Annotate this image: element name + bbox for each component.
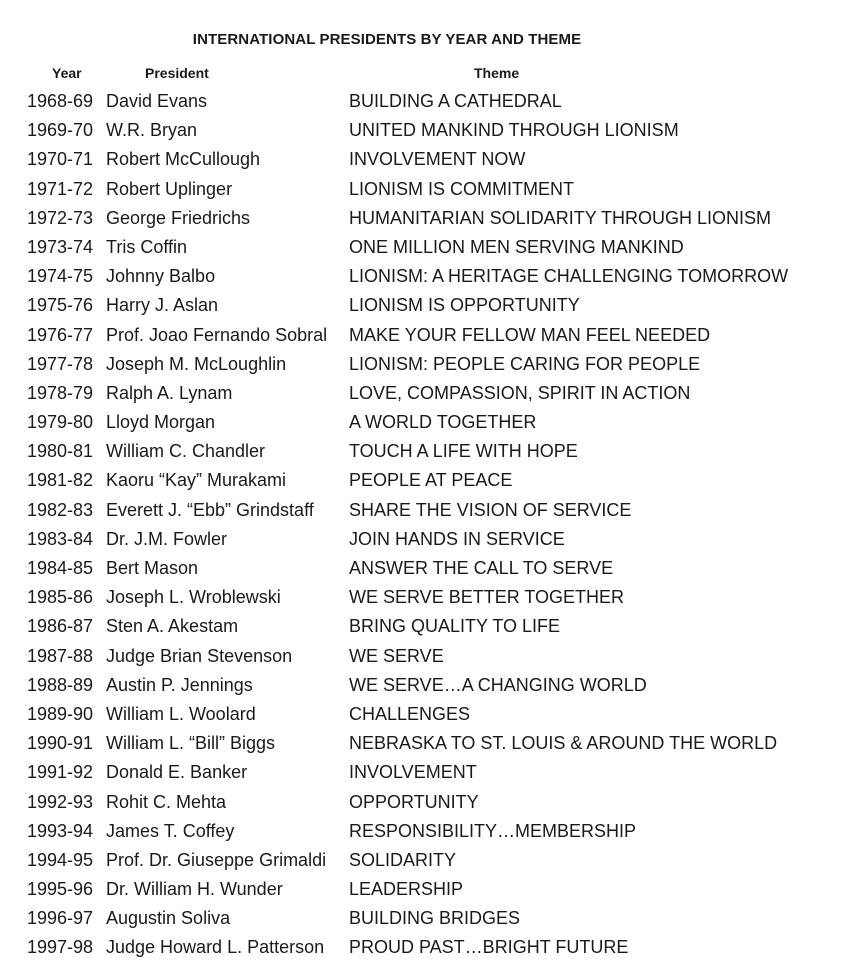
theme-cell: LIONISM IS OPPORTUNITY xyxy=(349,295,580,316)
theme-cell: TOUCH A LIFE WITH HOPE xyxy=(349,441,578,462)
year-cell: 1992-93 xyxy=(27,791,94,812)
table-row xyxy=(0,525,855,554)
president-cell: Augustin Soliva xyxy=(106,908,231,929)
president-cell: Judge Howard L. Patterson xyxy=(106,937,325,958)
year-cell: 1972-73 xyxy=(27,207,94,228)
president-cell: Bert Mason xyxy=(106,558,199,578)
president-cell: David Evans xyxy=(106,91,208,111)
president-cell: Judge Brian Stevenson xyxy=(106,645,293,666)
table-row xyxy=(0,175,855,204)
table-row xyxy=(0,904,855,933)
theme-cell: WE SERVE xyxy=(349,645,444,666)
table-row xyxy=(0,321,855,350)
table-row xyxy=(0,145,855,174)
table-row xyxy=(0,671,855,700)
year-cell: 1974-75 xyxy=(27,266,94,287)
year-cell: 1968-69 xyxy=(27,91,94,111)
president-cell: William L. Woolard xyxy=(106,703,256,724)
theme-cell: INVOLVEMENT xyxy=(349,762,477,783)
table-row xyxy=(0,408,855,437)
president-cell: Harry J. Aslan xyxy=(106,295,219,316)
year-cell: 1983-84 xyxy=(27,528,94,549)
president-cell: William L. “Bill” Biggs xyxy=(106,733,276,754)
theme-cell: LIONISM: A HERITAGE CHALLENGING TOMORROW xyxy=(349,266,789,287)
president-cell: Everett J. “Ebb” Grindstaff xyxy=(106,499,314,520)
column-header-year: Year xyxy=(52,65,82,81)
year-cell: 1986-87 xyxy=(27,616,94,637)
theme-cell: ANSWER THE CALL TO SERVE xyxy=(349,558,614,578)
table-row xyxy=(0,788,855,817)
president-cell: William C. Chandler xyxy=(106,441,266,462)
table-row xyxy=(0,116,855,145)
table-row xyxy=(0,554,855,583)
year-cell: 1989-90 xyxy=(27,703,94,724)
theme-cell: WE SERVE…A CHANGING WORLD xyxy=(349,674,647,695)
table-row xyxy=(0,933,855,962)
president-cell: Tris Coffin xyxy=(106,236,188,257)
table-row xyxy=(0,379,855,408)
table-row xyxy=(0,466,855,495)
theme-cell: MAKE YOUR FELLOW MAN FEEL NEEDED xyxy=(349,324,711,345)
president-cell: Johnny Balbo xyxy=(106,266,216,287)
president-cell: Lloyd Morgan xyxy=(106,412,216,433)
column-header-president: President xyxy=(145,65,209,81)
president-cell: Joseph L. Wroblewski xyxy=(106,587,281,608)
theme-cell: LOVE, COMPASSION, SPIRIT IN ACTION xyxy=(349,382,691,403)
document-title: INTERNATIONAL PRESIDENTS BY YEAR AND THEME xyxy=(192,31,582,48)
theme-cell: BUILDING A CATHEDRAL xyxy=(349,91,562,111)
president-cell: Joseph M. McLoughlin xyxy=(106,353,287,374)
theme-cell: PEOPLE AT PEACE xyxy=(349,470,513,491)
year-cell: 1978-79 xyxy=(27,382,94,403)
table-row xyxy=(0,204,855,233)
year-cell: 1979-80 xyxy=(27,412,94,433)
theme-cell: HUMANITARIAN SOLIDARITY THROUGH LIONISM xyxy=(349,207,772,228)
year-cell: 1995-96 xyxy=(27,879,94,900)
president-cell: James T. Coffey xyxy=(106,820,235,841)
table-row xyxy=(0,700,855,729)
president-cell: Robert McCullough xyxy=(106,149,261,170)
table-row xyxy=(0,233,855,262)
president-cell: Donald E. Banker xyxy=(106,762,248,783)
table-row xyxy=(0,87,855,116)
table-row xyxy=(0,612,855,641)
president-cell: George Friedrichs xyxy=(106,207,251,228)
year-cell: 1980-81 xyxy=(27,441,94,462)
year-cell: 1973-74 xyxy=(27,236,94,257)
table-row xyxy=(0,262,855,291)
column-header-theme: Theme xyxy=(474,65,520,81)
year-cell: 1988-89 xyxy=(27,674,94,695)
year-cell: 1969-70 xyxy=(27,120,94,141)
president-cell: Kaoru “Kay” Murakami xyxy=(106,470,287,491)
year-cell: 1991-92 xyxy=(27,762,94,783)
theme-cell: SOLIDARITY xyxy=(349,849,457,870)
year-cell: 1985-86 xyxy=(27,587,94,608)
theme-cell: ONE MILLION MEN SERVING MANKIND xyxy=(349,236,684,257)
table-row xyxy=(0,817,855,846)
theme-cell: CHALLENGES xyxy=(349,703,471,724)
table-row xyxy=(0,437,855,466)
presidents-table-body xyxy=(0,87,855,963)
theme-cell: PROUD PAST…BRIGHT FUTURE xyxy=(349,937,629,958)
theme-cell: A WORLD TOGETHER xyxy=(349,412,537,433)
year-cell: 1990-91 xyxy=(27,733,94,754)
table-row xyxy=(0,583,855,612)
president-cell: Dr. J.M. Fowler xyxy=(106,528,228,549)
president-cell: Prof. Dr. Giuseppe Grimaldi xyxy=(106,849,327,870)
table-row xyxy=(0,729,855,758)
president-cell: Robert Uplinger xyxy=(106,178,233,199)
theme-cell: JOIN HANDS IN SERVICE xyxy=(349,528,565,549)
theme-cell: UNITED MANKIND THROUGH LIONISM xyxy=(349,120,679,141)
theme-cell: BRING QUALITY TO LIFE xyxy=(349,616,561,637)
year-cell: 1982-83 xyxy=(27,499,94,520)
president-cell: Ralph A. Lynam xyxy=(106,382,233,403)
table-row xyxy=(0,350,855,379)
theme-cell: NEBRASKA TO ST. LOUIS & AROUND THE WORLD xyxy=(349,733,778,754)
year-cell: 1975-76 xyxy=(27,295,94,316)
year-cell: 1987-88 xyxy=(27,645,94,666)
president-cell: W.R. Bryan xyxy=(106,120,198,141)
theme-cell: INVOLVEMENT NOW xyxy=(349,149,526,170)
year-cell: 1994-95 xyxy=(27,849,94,870)
year-cell: 1984-85 xyxy=(27,558,94,578)
table-row xyxy=(0,496,855,525)
theme-cell: LEADERSHIP xyxy=(349,879,464,900)
year-cell: 1993-94 xyxy=(27,820,94,841)
year-cell: 1997-98 xyxy=(27,937,94,958)
table-row xyxy=(0,291,855,320)
theme-cell: SHARE THE VISION OF SERVICE xyxy=(349,499,632,520)
year-cell: 1976-77 xyxy=(27,324,94,345)
year-cell: 1970-71 xyxy=(27,149,94,170)
year-cell: 1996-97 xyxy=(27,908,94,929)
theme-cell: RESPONSIBILITY…MEMBERSHIP xyxy=(349,820,637,841)
year-cell: 1981-82 xyxy=(27,470,94,491)
president-cell: Austin P. Jennings xyxy=(106,674,253,695)
president-cell: Prof. Joao Fernando Sobral xyxy=(106,324,328,345)
table-row xyxy=(0,642,855,671)
theme-cell: LIONISM: PEOPLE CARING FOR PEOPLE xyxy=(349,353,701,374)
theme-cell: BUILDING BRIDGES xyxy=(349,908,521,929)
table-row xyxy=(0,846,855,875)
president-cell: Sten A. Akestam xyxy=(106,616,239,637)
year-cell: 1977-78 xyxy=(27,353,94,374)
table-row xyxy=(0,875,855,904)
year-cell: 1971-72 xyxy=(27,178,94,199)
theme-cell: LIONISM IS COMMITMENT xyxy=(349,178,574,199)
table-row xyxy=(0,758,855,787)
theme-cell: WE SERVE BETTER TOGETHER xyxy=(349,587,625,608)
president-cell: Rohit C. Mehta xyxy=(106,791,227,812)
theme-cell: OPPORTUNITY xyxy=(349,791,479,812)
president-cell: Dr. William H. Wunder xyxy=(106,879,283,900)
